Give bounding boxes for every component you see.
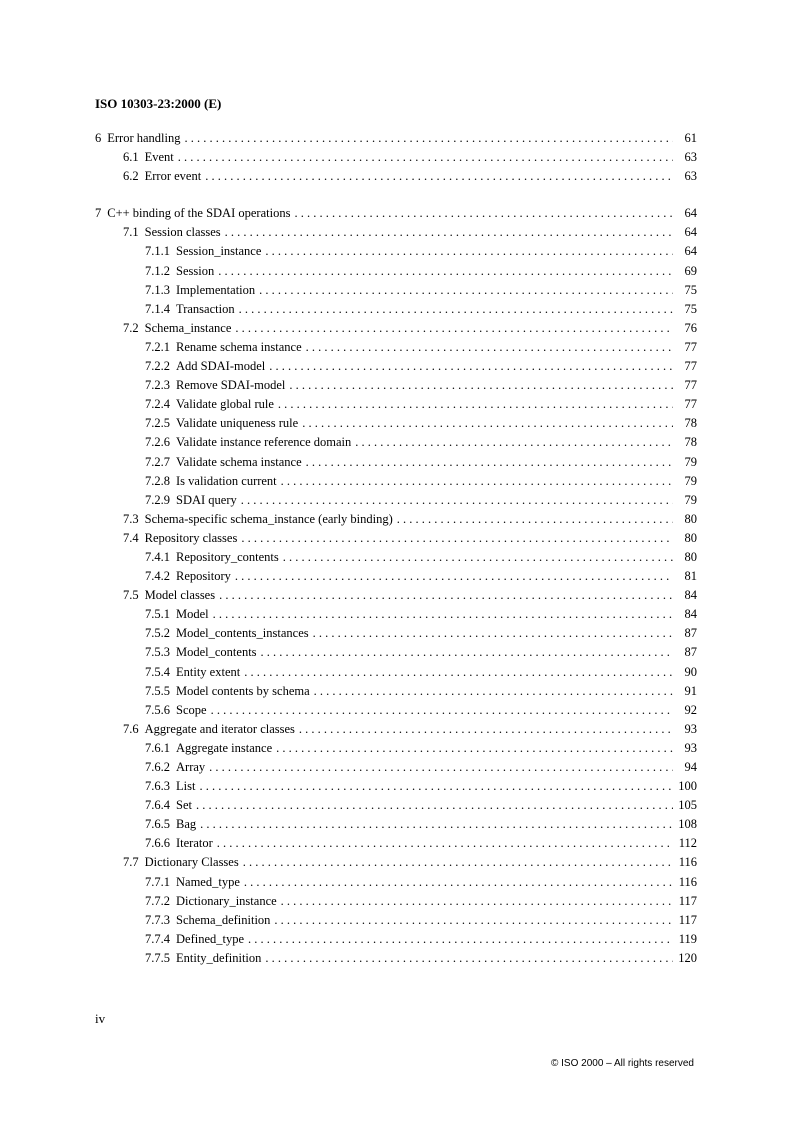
toc-entry-number: 7.6.6	[145, 836, 170, 851]
toc-entry-number: 7.6.1	[145, 740, 170, 755]
toc-entry-page: 64	[684, 206, 697, 221]
toc-entry-page: 80	[684, 511, 697, 526]
toc-entry-title: Session classes	[144, 225, 221, 240]
toc-dot-leader	[274, 913, 673, 928]
toc-entry[interactable]	[95, 340, 697, 359]
document-header: ISO 10303-23:2000 (E)	[95, 96, 222, 111]
toc-entry[interactable]	[95, 855, 697, 874]
toc-dot-leader	[243, 855, 673, 870]
toc-entry-number: 7.6.4	[145, 798, 170, 813]
toc-entry-number: 7.4.1	[145, 549, 170, 564]
toc-entry[interactable]	[95, 435, 697, 454]
toc-entry[interactable]	[95, 359, 697, 378]
toc-entry-title: Validate instance reference domain	[176, 435, 352, 450]
toc-entry-title: Repository_contents	[176, 549, 279, 564]
toc-entry-title: Scope	[176, 702, 207, 717]
toc-dot-leader	[294, 206, 673, 221]
toc-dot-leader	[239, 302, 673, 317]
toc-dot-leader	[178, 150, 673, 165]
toc-entry-title: Repository	[176, 569, 231, 584]
toc-entry[interactable]	[95, 397, 697, 416]
toc-dot-leader	[289, 378, 673, 393]
toc-entry[interactable]	[95, 169, 697, 188]
toc-entry-page: 120	[678, 950, 697, 965]
toc-entry-number: 7.2.6	[145, 435, 170, 450]
toc-entry[interactable]	[95, 302, 697, 321]
toc-entry[interactable]	[95, 264, 697, 283]
toc-entry-page: 61	[684, 131, 697, 145]
toc-entry-number: 7.5.3	[145, 645, 170, 660]
toc-entry-number: 7.1.3	[145, 282, 170, 297]
toc-dot-leader	[355, 435, 673, 450]
toc-entry-title: Bag	[176, 817, 197, 832]
toc-entry-number: 7.5	[123, 588, 139, 603]
toc-entry-title: Is validation current	[176, 473, 277, 488]
toc-entry-number: 7.6	[123, 721, 139, 736]
toc-entry-page: 94	[684, 760, 697, 774]
toc-entry-page: 77	[684, 397, 697, 412]
toc-entry[interactable]	[95, 569, 697, 588]
toc-dot-leader	[199, 779, 673, 794]
toc-dot-leader	[265, 244, 673, 259]
toc-entry-number: 7.2.8	[145, 473, 170, 488]
toc-entry-title: Model_contents_instances	[176, 626, 309, 641]
copyright-notice: © ISO 2000 – All rights reserved	[551, 1058, 694, 1069]
toc-dot-leader	[241, 493, 673, 508]
toc-entry[interactable]	[95, 798, 697, 817]
toc-entry-number: 7.7.3	[145, 912, 170, 927]
toc-entry[interactable]	[95, 645, 697, 664]
toc-entry[interactable]	[95, 894, 697, 913]
toc-entry[interactable]	[95, 131, 697, 150]
toc-dot-leader	[299, 722, 673, 737]
toc-entry-number: 6	[95, 131, 102, 145]
toc-entry[interactable]	[95, 779, 697, 798]
toc-entry-title: Set	[176, 798, 192, 813]
toc-entry[interactable]	[95, 607, 697, 626]
toc-entry[interactable]	[95, 951, 697, 970]
toc-entry-page: 91	[684, 683, 697, 698]
toc-dot-leader	[211, 703, 673, 718]
toc-entry-page: 79	[684, 492, 697, 507]
toc-dot-leader	[244, 875, 673, 890]
toc-entry-number: 7.4	[123, 530, 139, 545]
toc-entry-number: 7.7.4	[145, 931, 170, 946]
toc-entry-title: Transaction	[176, 301, 235, 316]
toc-dot-leader	[218, 264, 673, 279]
toc-entry[interactable]	[95, 474, 697, 493]
toc-dot-leader	[281, 474, 673, 489]
toc-entry[interactable]	[95, 626, 697, 645]
toc-dot-leader	[306, 340, 673, 355]
toc-entry[interactable]	[95, 875, 697, 894]
toc-entry-title: SDAI query	[176, 492, 237, 507]
toc-entry-page: 81	[684, 569, 697, 584]
toc-entry-number: 7.7.5	[145, 950, 170, 965]
toc-entry-number: 7.5.6	[145, 702, 170, 717]
toc-dot-leader	[278, 397, 673, 412]
toc-entry[interactable]	[95, 550, 697, 569]
toc-entry-page: 93	[684, 740, 697, 755]
toc-dot-leader	[225, 225, 673, 240]
toc-entry-page: 119	[678, 931, 697, 946]
toc-entry-number: 7.3	[123, 511, 139, 526]
toc-entry-title: Session	[176, 263, 215, 278]
toc-entry-title: Iterator	[176, 836, 213, 851]
toc-entry-title: Aggregate and iterator classes	[144, 721, 295, 736]
toc-entry-page: 84	[684, 607, 697, 622]
toc-entry-page: 84	[684, 588, 697, 603]
toc-entry-number: 7.7	[123, 855, 139, 870]
toc-entry-title: Defined_type	[176, 931, 245, 946]
toc-entry-title: Remove SDAI-model	[176, 378, 286, 393]
toc-dot-leader	[219, 588, 673, 603]
toc-dot-leader	[235, 569, 673, 584]
toc-dot-leader	[205, 169, 673, 184]
toc-entry[interactable]	[95, 836, 697, 855]
toc-entry[interactable]	[95, 913, 697, 932]
page-number: iv	[95, 1011, 106, 1026]
toc-entry-page: 108	[678, 817, 697, 832]
toc-entry-page: 87	[684, 626, 697, 641]
toc-dot-leader	[261, 645, 673, 660]
toc-entry[interactable]	[95, 225, 697, 244]
toc-entry[interactable]	[95, 455, 697, 474]
toc-dot-leader	[213, 607, 673, 622]
toc-entry-page: 75	[684, 301, 697, 316]
toc-entry-number: 7.7.1	[145, 874, 170, 889]
toc-entry-title: Model classes	[144, 588, 216, 603]
toc-entry[interactable]	[95, 378, 697, 397]
toc-dot-leader	[185, 131, 674, 146]
toc-entry-page: 79	[684, 454, 697, 469]
toc-dot-leader	[314, 684, 673, 699]
toc-entry-number: 7.4.2	[145, 569, 170, 584]
toc-entry-number: 7.5.2	[145, 626, 170, 641]
toc-entry-number: 7.2.4	[145, 397, 170, 412]
toc-dot-leader	[235, 321, 673, 336]
toc-dot-leader	[276, 741, 673, 756]
toc-entry-page: 87	[684, 645, 697, 660]
toc-entry[interactable]	[95, 150, 697, 169]
toc-entry-number: 7.2.1	[145, 339, 170, 354]
toc-entry-number: 6.2	[123, 169, 139, 184]
toc-dot-leader	[248, 932, 673, 947]
toc-entry-page: 80	[684, 530, 697, 545]
toc-entry[interactable]	[95, 741, 697, 760]
toc-entry-page: 75	[684, 282, 697, 297]
toc-entry-page: 93	[684, 721, 697, 736]
toc-entry-page: 63	[684, 169, 697, 184]
toc-entry-title: Add SDAI-model	[176, 359, 266, 374]
toc-entry[interactable]	[95, 760, 697, 779]
toc-entry-title: Model_contents	[176, 645, 257, 660]
toc-entry-number: 7.2.3	[145, 378, 170, 393]
toc-entry-title: List	[176, 779, 196, 794]
toc-entry-title: Validate uniqueness rule	[176, 416, 299, 431]
toc-entry-page: 78	[684, 416, 697, 431]
toc-entry-page: 100	[678, 779, 697, 794]
toc-entry-number: 7.7.2	[145, 893, 170, 908]
toc-entry-title: Session_instance	[176, 244, 262, 259]
toc-entry-title: Named_type	[176, 874, 240, 889]
toc-entry-number: 7.2.2	[145, 359, 170, 374]
toc-entry-title: Implementation	[176, 282, 256, 297]
toc-entry-number: 7.5.4	[145, 664, 170, 679]
toc-entry-title: Entity extent	[176, 664, 241, 679]
toc-entry-title: Event	[144, 150, 174, 165]
toc-entry-page: 64	[684, 225, 697, 240]
toc-entry-title: Validate schema instance	[176, 454, 302, 469]
toc-entry-number: 7.1	[123, 225, 139, 240]
toc-entry[interactable]	[95, 512, 697, 531]
toc-entry-number: 7.6.5	[145, 817, 170, 832]
toc-entry-title: Entity_definition	[176, 950, 262, 965]
toc-entry-page: 92	[684, 702, 697, 717]
toc-entry[interactable]	[95, 493, 697, 512]
toc-entry[interactable]	[95, 588, 697, 607]
toc-entry-number: 7.2.7	[145, 454, 170, 469]
toc-entry-title: Aggregate instance	[176, 740, 273, 755]
toc-entry-page: 64	[684, 244, 697, 259]
toc-entry-number: 7.1.1	[145, 244, 170, 259]
toc-entry-page: 77	[684, 339, 697, 354]
toc-entry-number: 7.5.5	[145, 683, 170, 698]
toc-dot-leader	[200, 817, 673, 832]
toc-entry-title: Rename schema instance	[176, 339, 302, 354]
toc-entry[interactable]	[95, 684, 697, 703]
toc-entry-page: 116	[678, 855, 697, 870]
toc-entry-number: 7.2.9	[145, 492, 170, 507]
toc-entry-title: Repository classes	[144, 530, 238, 545]
toc-entry-page: 77	[684, 359, 697, 374]
toc-entry-title: Error event	[144, 169, 202, 184]
toc-entry[interactable]	[95, 932, 697, 951]
toc-dot-leader	[281, 894, 673, 909]
toc-entry-title: Dictionary Classes	[144, 855, 239, 870]
toc-entry-number: 7	[95, 206, 102, 221]
toc-entry-title: Dictionary_instance	[176, 893, 277, 908]
toc-dot-leader	[241, 531, 673, 546]
toc-entry-page: 105	[678, 798, 697, 813]
toc-entry-page: 116	[678, 874, 697, 889]
toc-entry-title: Error handling	[107, 131, 181, 145]
toc-entry-number: 6.1	[123, 150, 139, 165]
toc-entry-page: 117	[678, 912, 697, 927]
toc-dot-leader	[244, 665, 673, 680]
toc-entry-page: 117	[678, 893, 697, 908]
toc-entry-page: 76	[684, 320, 697, 335]
toc-entry-page: 69	[684, 263, 697, 278]
toc-dot-leader	[259, 283, 673, 298]
toc-entry-title: Array	[176, 760, 206, 774]
toc-entry-page: 79	[684, 473, 697, 488]
toc-dot-leader	[283, 550, 673, 565]
toc-entry-number: 7.1.4	[145, 301, 170, 316]
toc-dot-leader	[313, 626, 673, 641]
toc-entry[interactable]	[95, 283, 697, 302]
toc-entry-title: Model	[176, 607, 209, 622]
toc-entry-title: Validate global rule	[176, 397, 274, 412]
toc-entry-page: 77	[684, 378, 697, 393]
toc-entry-title: C++ binding of the SDAI operations	[107, 206, 291, 221]
toc-entry[interactable]	[95, 665, 697, 684]
toc-dot-leader	[217, 836, 673, 851]
table-of-contents	[95, 131, 697, 970]
toc-dot-leader	[265, 951, 673, 966]
toc-entry-page: 78	[684, 435, 697, 450]
toc-entry[interactable]	[95, 531, 697, 550]
toc-entry[interactable]	[95, 321, 697, 340]
toc-entry-number: 7.6.2	[145, 760, 170, 774]
toc-entry-page: 63	[684, 150, 697, 165]
toc-entry-number: 7.1.2	[145, 263, 170, 278]
toc-entry[interactable]	[95, 416, 697, 435]
toc-entry-title: Schema_definition	[176, 912, 271, 927]
toc-entry-page: 90	[684, 664, 697, 679]
toc-entry-number: 7.6.3	[145, 779, 170, 794]
toc-entry[interactable]	[95, 817, 697, 836]
toc-dot-leader	[302, 416, 673, 431]
toc-dot-leader	[306, 455, 673, 470]
toc-dot-leader	[196, 798, 673, 813]
toc-dot-leader	[397, 512, 673, 527]
toc-entry[interactable]	[95, 722, 697, 741]
toc-entry-number: 7.2	[123, 320, 139, 335]
toc-dot-leader	[209, 760, 673, 775]
toc-entry-page: 80	[684, 549, 697, 564]
toc-entry-page: 112	[678, 836, 697, 851]
toc-entry[interactable]	[95, 206, 697, 225]
toc-dot-leader	[269, 359, 673, 374]
toc-entry[interactable]	[95, 703, 697, 722]
toc-entry-number: 7.2.5	[145, 416, 170, 431]
toc-entry-title: Model contents by schema	[176, 683, 310, 698]
toc-entry[interactable]	[95, 244, 697, 263]
toc-entry-number: 7.5.1	[145, 607, 170, 622]
toc-entry-title: Schema-specific schema_instance (early binding)	[144, 511, 393, 526]
toc-entry-title: Schema_instance	[144, 320, 232, 335]
